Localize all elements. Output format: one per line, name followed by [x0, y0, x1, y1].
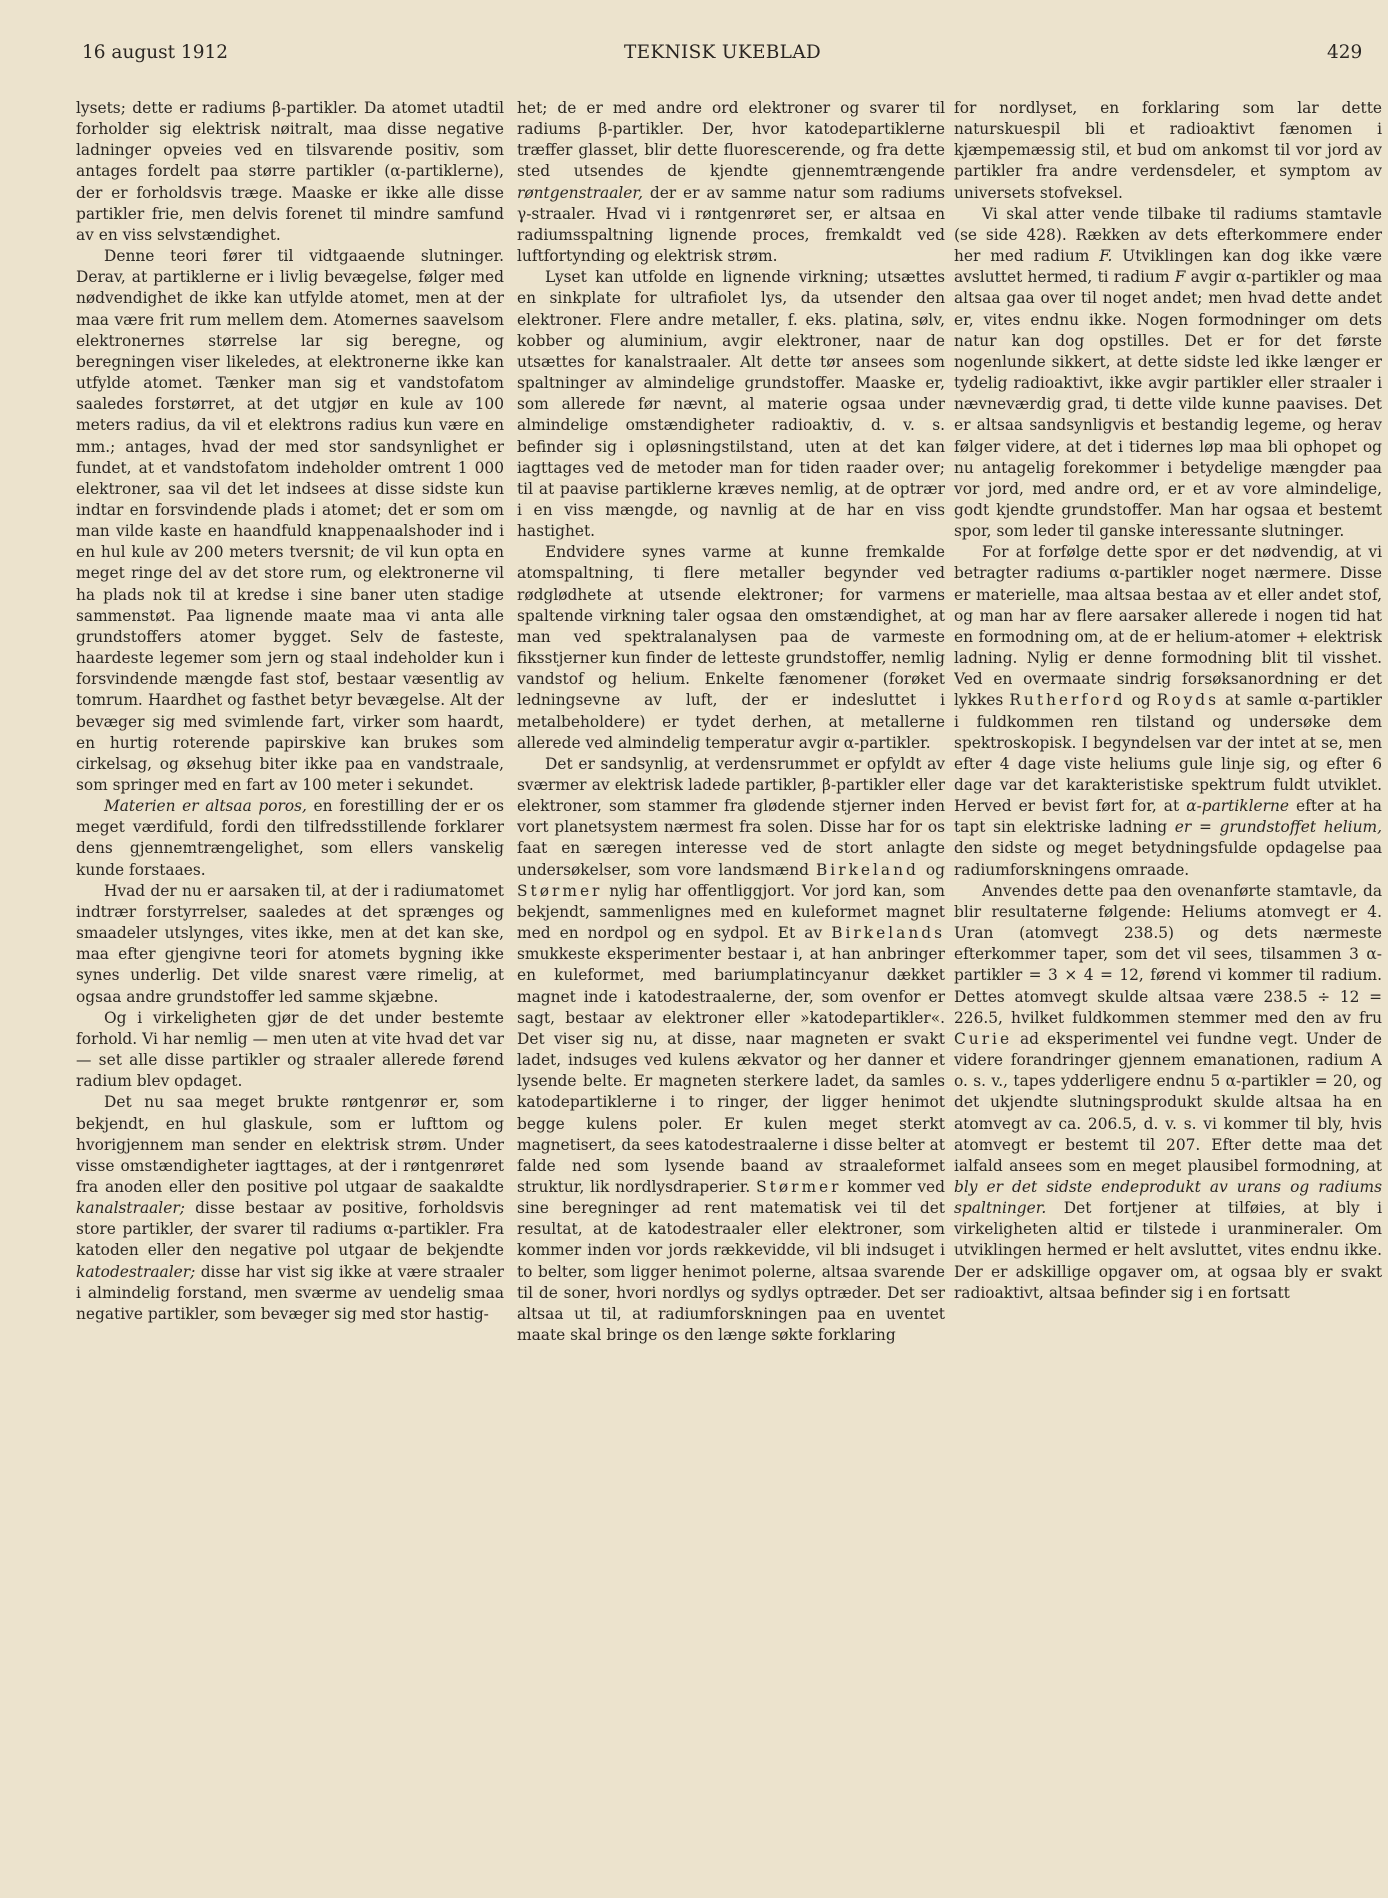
italic-phrase: Materien er altsaa poros, [104, 797, 307, 816]
paragraph: Materien er altsaa poros, en forestilling der er os meget værdifuld, fordi den tilfredsstillende forklarer dens gjennemtrængelighet, som ellers vanskelig kunde forstaaes. [76, 797, 504, 879]
paragraph: Det er sandsynlig, at verdensrummet er opfyldt av sværmer av elektrisk ladede partikler, β-partikler eller elektroner, som stammer fra glødende stjerner inden vort planetsystem nærmest fra solen. Disse har for os faat en særegen interesse ved de stort anlagte undersøkelser, som vore landsmænd Birkeland og Størmer nylig har offentliggjort. Vor jord kan, som bekjendt, sammenlignes med en kuleformet magnet med en nordpol og en sydpol. Et av Birkelands smukkeste eksperimenter bestaar i, at han anbringer en kuleformet, med bariumplatincyanur dækket magnet inde i katodestraalerne, der, som ovenfor er sagt, bestaar av elektroner eller »katodepartikler«. Det viser sig nu, at disse, naar magneten er svakt ladet, indsuges ved kulens ækvator og her danner et lysende belte. Er magneten sterkere ladet, da samles katodepartiklerne i to ringer, der ligger henimot begge kulens poler. Er kulen meget sterkt magnetisert, da sees katodestraalerne i disse belter at falde ned som lysende baand av straaleformet struktur, lik nordlysdraperier. Størmer kommer ved sine beregninger ad rent matematisk vei til det resultat, at de katodestraaler eller elektroner, som kommer inden vor jords rækkevidde, vil bli indsuget i to belter, som ligger henimot polerne, altsaa svarende til de soner, hvori nordlys og sydlys optræder. Det ser altsaa ut til, at radiumforskningen paa en uventet maate skal bringe os den længe søkte forklaring [517, 754, 945, 1345]
spaced-name: Royds [1156, 691, 1220, 710]
header-journal-title: TEKNISK UKEBLAD [624, 42, 822, 63]
spaced-name: Birkeland [815, 860, 919, 879]
italic-term: kanalstraaler; [76, 1199, 185, 1218]
paragraph: For at forfølge dette spor er det nødvendig, at vi betragter radiums α-partikler noget nærmere. Disse er materielle, maa altsaa bestaa av et eller andet stof, og man har av flere aarsaker allerede i nogen tid hat en formodning om, at de er helium-atomer + elektrisk ladning. Nylig er denne formodning blit til visshet. Ved en overmaate sindrig forsøksanordning er det lykkes Rutherford og Royds at samle α-partikler i fuldkommen ren tilstand og undersøke dem spektroskopisk. I begyndelsen var der intet at se, men efter 4 dage viste heliums gule linje sig, og efter 6 dage var det karakteristiske spektrum fuldt utviklet. Herved er bevist ført for, at α-partiklerne efter at ha tapt sin elektriske ladning er = grundstoffet helium, den sidste og meget betydningsfulde opdagelse paa radiumforskningens omraade. [954, 543, 1382, 879]
italic-term: røntgenstraaler, [517, 183, 643, 202]
paragraph: Det nu saa meget brukte røntgenrør er, som bekjendt, en hul glaskule, som er lufttom og hvorigjennem man sender en elektrisk strøm. Under visse omstændigheter iagttages, at der i røntgenrøret fra anoden eller den positive pol utgaar de saakaldte kanalstraaler; disse bestaar av positive, forholdsvis store partikler, der svarer til radiums α-partikler. Fra katoden eller den negative pol utgaar de bekjendte katodestraaler; disse har vist sig ikke at være straaler i almindelig forstand, men sværme av uendelig smaa negative partikler, som bevæger sig med stor hastig- [76, 1093, 504, 1323]
spaced-name: Curie [954, 1029, 1013, 1048]
paragraph: Og i virkeligheten gjør de det under bestemte forhold. Vi har nemlig — men uten at vite hvad det var — set alle disse partikler og straaler allerede førend radium blev opdaget. [76, 1008, 504, 1091]
italic-phrase: α-partiklerne [1186, 797, 1290, 816]
italic-phrase: er = grundstoffet helium, [1174, 818, 1382, 837]
header-page-number: 429 [1327, 42, 1363, 63]
spaced-name: Størmer [756, 1177, 842, 1196]
spaced-name: Størmer [517, 881, 603, 900]
paragraph: Hvad der nu er aarsaken til, at der i radiumatomet indtrær forstyrrelser, saaledes at det sprænges og smaadeler utslynges, vites ikke, men at det kan ske, maa efter gjengivne teori for atomets bygning ikke synes underlig. Det vilde snarest være rimelig, at ogsaa andre grundstoffer led samme skjæbne. [76, 881, 504, 1006]
paragraph: for nordlyset, en forklaring som lar dette naturskuespil bli et radioaktivt fænomen i kjæmpemæssig stil, et bud om ankomst til vor jord av partikler fra andre verdensdeler, et symptom av universets stofveksel. [954, 99, 1382, 202]
header-date: 16 august 1912 [82, 42, 229, 63]
paragraph: Lyset kan utfolde en lignende virkning; utsættes en sinkplate for ultrafiolet lys, da utsender den elektroner. Flere andre metaller, f. eks. platina, sølv, kobber og aluminium, avgir elektroner, naar de utsættes for kanalstraaler. Alt dette tør ansees som spaltninger av almindelige grundstoffer. Maaske er, som allerede før nævnt, al materie ogsaa under almindelige omstændigheter radioaktiv, d. v. s. befinder sig i opløsningstilstand, uten at det kan iagttages ved de metoder man for tiden raader over; til at paavise partiklerne kræves nemlig, at de optrær i en viss mængde, og navnlig at de har en viss hastighet. [517, 268, 945, 541]
paragraph: Vi skal atter vende tilbake til radiums stamtavle (se side 428). Rækken av dets efterkommere ender her med radium F. Utviklingen kan dog ikke være avsluttet hermed, ti radium F avgir α-partikler og maa altsaa gaa over til noget andet; men hvad dette andet er, vites endnu ikke. Nogen formodninger om dets natur kan dog opstilles. Det er for det første nogenlunde sikkert, at dette sidste led ikke længer er tydelig radioaktivt, ikke avgir partikler eller straaler i nævneværdig grad, ti dette vilde kunne paavises. Det er altsaa sandsynligvis et bestandig legeme, og herav følger videre, at det i tidernes løp maa bli ophopet og nu antagelig forekommer i betydelige mængder paa vor jord, med andre ord, er et av vore almindelige, godt kjendte grundstoffer. Man har ogsaa et bestemt spor, som leder til ganske interessante slutninger. [954, 204, 1382, 541]
text-column-middle [517, 98, 945, 1878]
paragraph: Endvidere synes varme at kunne fremkalde atomspaltning, ti flere metaller begynder ved rødglødhete at utsende elektroner; for varmens spaltende virkning taler ogsaa den omstændighet, at man ved spektralanalysen paa de varmeste fiksstjerner kun finder de letteste grundstoffer, nemlig vandstof og helium. Enkelte fænomener (forøket ledningsevne av luft, der er indesluttet i metalbeholdere) er tydet derhen, at metallerne allerede ved almindelig temperatur avgir α-partikler. [517, 543, 945, 752]
italic-phrase: bly er det sidste endeprodukt av urans og radiums spaltninger. [954, 1177, 1382, 1218]
text-column-left [76, 98, 504, 1878]
italic-term: katodestraaler; [76, 1262, 196, 1281]
paragraph: het; de er med andre ord elektroner og svarer til radiums β-partikler. Der, hvor katodepartiklerne træffer glasset, blir dette fluorescerende, og fra dette sted utsendes de kjendte gjennemtrængende røntgenstraaler, der er av samme natur som radiums γ-straaler. Hvad vi i røntgenrøret ser, er altsaa en radiumsspaltning lignende proces, fremkaldt ved luftfortynding og elektrisk strøm. [517, 99, 945, 266]
paragraph: Denne teori fører til vidtgaaende slutninger. Derav, at partiklerne er i livlig bevægelse, følger med nødvendighet de ikke kan utfylde atomet, men at der maa være frit rum mellem dem. Atomernes saavelsom elektronernes størrelse lar sig beregne, og beregningen viser likeledes, at elektronerne ikke kan utfylde atomet. Tænker man sig et vandstofatom saaledes forstørret, at det utgjør en kule av 100 meters radius, da vil et elektrons radius kun være en mm.; antages, hvad der med stor sandsynlighet er fundet, at et vandstofatom indeholder omtrent 1 000 elektroner, saa vil det let indsees at disse sidste kun indtar en forsvindende plads i atomet; det er som om man vilde kaste en haandfuld knappenaalshoder ind i en hul kule av 200 meters tversnit; de vil kun opta en meget ringe del av det store rum, og elektronerne vil ha plads nok til at kredse i sine baner uten stadige sammenstøt. Paa lignende maate maa vi anta alle grundstoffers atomer bygget. Selv de fasteste, haardeste legemer som jern og staal indeholder kun i forsvindende mængde fast stof, bestaar væsentlig av tomrum. Haardhet og fasthet betyr bevægelse. Alt der bevæger sig med svimlende fart, virker som haardt, en hurtig roterende papirskive kan brukes som cirkelsag, og øksehug biter ikke paa en vandstraale, som springer med en fart av 100 meter i sekundet. [76, 247, 504, 794]
text-column-right [954, 98, 1382, 1878]
paragraph: Anvendes dette paa den ovenanførte stamtavle, da blir resultaterne følgende: Heliums atomvegt er 4. Uran (atomvegt 238.5) og dets nærmeste efterkommer taper, som det vil sees, tilsammen 3 α-partikler = 3 × 4 = 12, førend vi kommer til radium. Dettes atomvegt skulde altsaa være 238.5 ÷ 12 = 226.5, hvilket fuldkommen stemmer med den av fru Curie ad eksperimentel vei fundne vegt. Under de videre forandringer gjennem emanationen, radium A o. s. v., tapes ydderligere endnu 5 α-partikler = 20, og det ukjendte slutningsprodukt skulde altsaa ha en atomvegt av ca. 206.5, d. v. s. vi kommer til bly, hvis atomvegt er bestemt til 207. Efter dette maa det ialfald ansees som en meget plausibel formodning, at bly er det sidste endeprodukt av urans og radiums spaltninger. Det fortjener at tilføies, at bly i virkeligheten altid er tilstede i uranmineraler. Om utviklingen hermed er helt avsluttet, vites endnu ikke. Der er adskillige opgaver om, at ogsaa bly er svakt radioaktivt, altsaa befinder sig i en fortsatt [954, 881, 1382, 1302]
spaced-name: Rutherford [1009, 691, 1126, 710]
paragraph: lysets; dette er radiums β-partikler. Da atomet utadtil forholder sig elektrisk nøitralt, maa disse negative ladninger opveies ved en tilsvarende positiv, som antages fordelt paa større partikler (α-partiklerne), der er forholdsvis træge. Maaske er ikke alle disse partikler frie, men delvis forenet til mindre samfund av en viss selvstændighet. [76, 99, 504, 244]
spaced-name: Birkelands [831, 924, 945, 943]
